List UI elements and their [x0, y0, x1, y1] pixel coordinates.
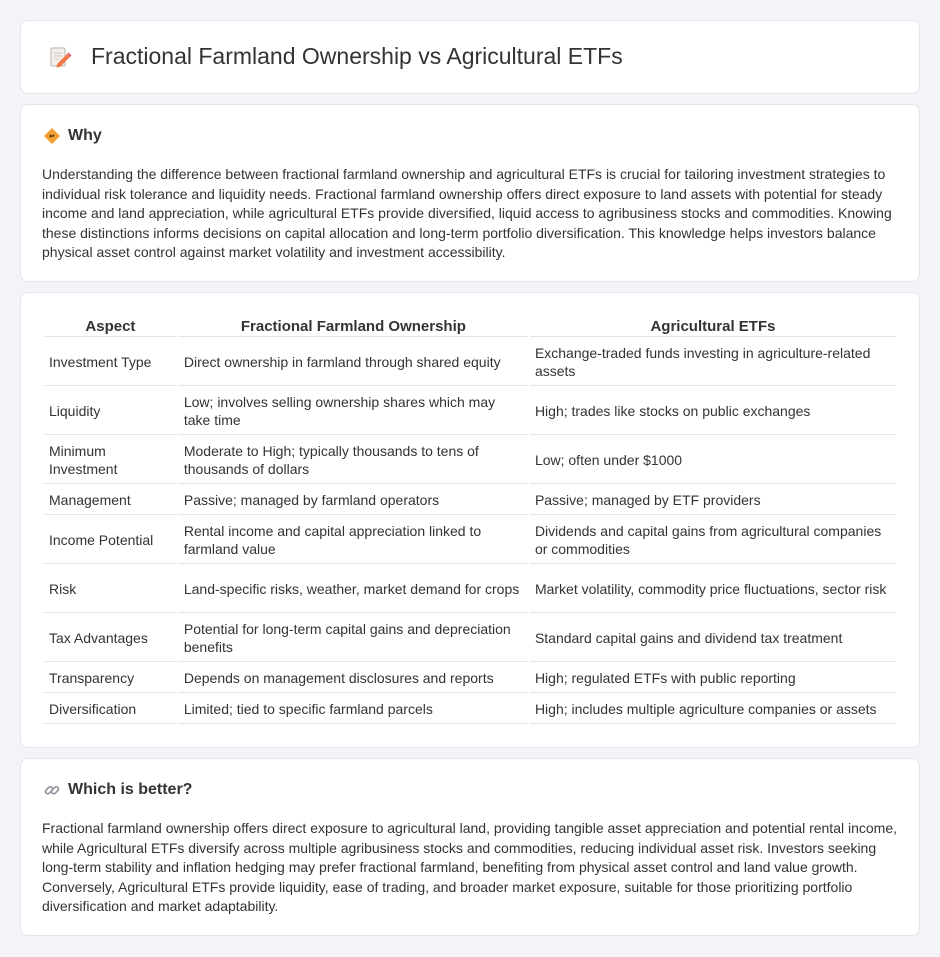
farmland-cell: Passive; managed by farmland operators — [179, 486, 528, 515]
why-text: Understanding the difference between fractional farmland ownership and agricultural ETFs is crucial for tailoring investment strategies to individual risk tolerance and liquidity needs. Fractional farmland ownership offers direct exposure to land assets with potential for steady income and land appreciation, while agricultural ETFs provide diversified, liquid access to agribusiness stocks and commodities. Knowing these distinctions informs decisions on capital allocation and long-term portfolio diversification. This knowledge helps investors balance physical asset control against market volatility and investment accessibility. — [42, 166, 892, 261]
page-title: Fractional Farmland Ownership vs Agricultural ETFs — [91, 43, 623, 69]
etf-cell: Passive; managed by ETF providers — [530, 486, 896, 515]
table-row — [44, 517, 896, 564]
farmland-cell: Direct ownership in farmland through shared equity — [179, 339, 528, 386]
aspect-cell: Tax Advantages — [44, 615, 177, 662]
header-fractional-farmland: Fractional Farmland Ownership — [179, 317, 528, 337]
table-row — [44, 388, 896, 435]
etf-cell: Standard capital gains and dividend tax treatment — [530, 615, 896, 662]
table-row — [44, 437, 896, 484]
comparison-table — [42, 315, 898, 726]
aspect-cell: Diversification — [44, 695, 177, 724]
farmland-cell: Moderate to High; typically thousands to tens of thousands of dollars — [179, 437, 528, 484]
etf-cell: Market volatility, commodity price fluctuations, sector risk — [530, 566, 896, 613]
table-row — [44, 486, 896, 515]
which-better-card — [20, 758, 920, 936]
better-text: Fractional farmland ownership offers direct exposure to agricultural land, providing tangible asset appreciation and potential rental income, while Agricultural ETFs diversify across multiple agribusiness stocks and commodities, reducing individual asset risk. Investors seeking long-term stability and inflation hedging may prefer fractional farmland, benefiting from physical asset control and land value growth. Conversely, Agricultural ETFs provide liquidity, ease of trading, and broader market exposure, suitable for those prioritizing portfolio diversification and market adaptability. — [42, 820, 898, 915]
etf-cell: Dividends and capital gains from agricultural companies or commodities — [530, 517, 896, 564]
farmland-cell: Limited; tied to specific farmland parcels — [179, 695, 528, 724]
link-icon — [43, 781, 61, 799]
aspect-cell: Minimum Investment — [44, 437, 177, 484]
aspect-cell: Management — [44, 486, 177, 515]
farmland-cell: Rental income and capital appreciation linked to farmland value — [179, 517, 528, 564]
etf-cell: High; regulated ETFs with public reporting — [530, 664, 896, 693]
farmland-cell: Depends on management disclosures and reports — [179, 664, 528, 693]
farmland-cell: Potential for long-term capital gains and depreciation benefits — [179, 615, 528, 662]
aspect-cell: Income Potential — [44, 517, 177, 564]
why-heading — [43, 127, 102, 145]
header-card — [20, 20, 920, 94]
table-row — [44, 664, 896, 693]
why-title: Why — [68, 127, 102, 144]
table-row — [44, 615, 896, 662]
farmland-cell: Land-specific risks, weather, market demand for crops — [179, 566, 528, 613]
etf-cell: High; includes multiple agriculture companies or assets — [530, 695, 896, 724]
table-row — [44, 695, 896, 724]
aspect-cell: Investment Type — [44, 339, 177, 386]
header-agricultural-etfs: Agricultural ETFs — [530, 317, 896, 337]
why-card — [20, 104, 920, 282]
title-row — [47, 43, 623, 70]
better-title: Which is better? — [68, 781, 193, 798]
comparison-table-card — [20, 292, 920, 748]
aspect-cell: Transparency — [44, 664, 177, 693]
diamond-sign-icon — [43, 127, 61, 145]
aspect-cell: Liquidity — [44, 388, 177, 435]
header-aspect: Aspect — [44, 317, 177, 337]
aspect-cell: Risk — [44, 566, 177, 613]
farmland-cell: Low; involves selling ownership shares which may take time — [179, 388, 528, 435]
better-heading — [43, 781, 192, 799]
document-pencil-icon — [47, 44, 73, 70]
table-header-row — [44, 317, 896, 337]
etf-cell: High; trades like stocks on public exchanges — [530, 388, 896, 435]
etf-cell: Low; often under $1000 — [530, 437, 896, 484]
table-row — [44, 339, 896, 386]
etf-cell: Exchange-traded funds investing in agriculture-related assets — [530, 339, 896, 386]
table-row — [44, 566, 896, 613]
